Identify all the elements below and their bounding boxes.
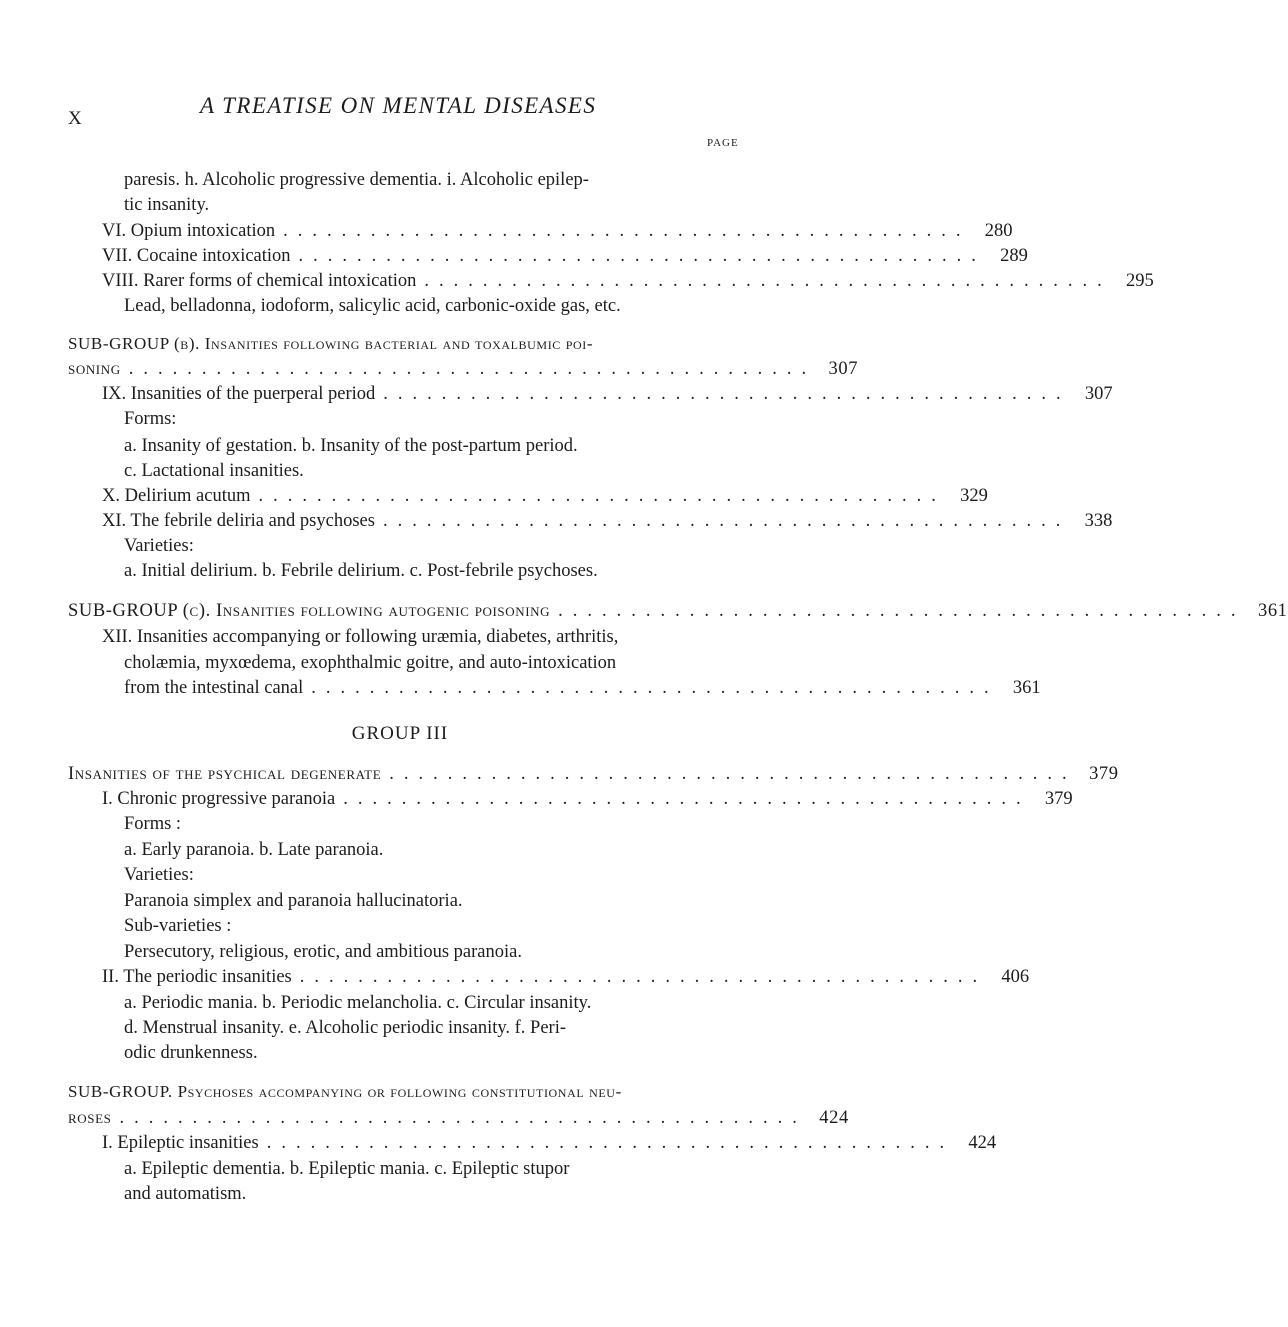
entry-page: 424 <box>819 1108 849 1128</box>
toc-entry-ix: IX. Insanities of the puerperal period ............................................... 307 <box>102 384 1113 404</box>
entry-title: roses <box>68 1108 112 1128</box>
entry-page: 289 <box>1000 246 1028 266</box>
running-title: A TREATISE ON MENTAL DISEASES <box>200 93 597 118</box>
entry-title: Insanities of the psychical degenerate <box>68 764 382 784</box>
toc-line: a. Epileptic dementia. b. Epileptic mania. c. Epileptic stupor <box>124 1159 570 1179</box>
toc-line: Paranoia simplex and paranoia hallucinatoria. <box>124 891 463 911</box>
toc-entry-xi: XI. The febrile deliria and psychoses ............................................... 338 <box>102 511 1113 531</box>
toc-line: tic insanity. <box>124 195 210 215</box>
toc-line: a. Early paranoia. b. Late paranoia. <box>124 840 384 860</box>
group-heading: GROUP III <box>351 723 449 744</box>
toc-line: XII. Insanities accompanying or following uræmia, diabetes, arthritis, <box>102 627 619 647</box>
entry-title: XI. The febrile deliria and psychoses <box>102 511 375 531</box>
entry-page: 280 <box>984 221 1013 241</box>
entry-page: 361 <box>1257 601 1288 621</box>
toc-line: a. Initial delirium. b. Febrile delirium. c. Post-febrile psychoses. <box>124 561 598 581</box>
toc-entry-xii: from the intestinal canal ............................................... 361 <box>124 678 1041 698</box>
entry-title: IX. Insanities of the puerperal period <box>102 384 376 404</box>
entry-page: 379 <box>1044 789 1073 809</box>
toc-line: paresis. h. Alcoholic progressive dementia. i. Alcoholic epilep- <box>124 170 589 190</box>
entry-title: VI. Opium intoxication <box>102 221 276 241</box>
toc-entry-x: X. Delirium acutum ............................................... 329 <box>102 486 988 506</box>
toc-line: d. Menstrual insanity. e. Alcoholic periodic insanity. f. Peri- <box>124 1018 567 1038</box>
toc-entry-viii: VIII. Rarer forms of chemical intoxication ............................................... 295 <box>102 271 1154 291</box>
toc-line: and automatism. <box>124 1184 247 1204</box>
toc-line: c. Lactational insanities. <box>124 461 304 481</box>
toc-line: Varieties: <box>124 536 194 556</box>
entry-title: X. Delirium acutum <box>102 486 251 506</box>
toc-entry-subgroup-c: SUB-GROUP (c). Insanities following autogenic poisoning ............................................... 361 <box>68 601 1288 621</box>
page-number-roman: X <box>68 108 82 129</box>
toc-line: Sub-varieties : <box>124 916 232 936</box>
entry-title: VIII. Rarer forms of chemical intoxication <box>102 271 417 291</box>
toc-line: a. Insanity of gestation. b. Insanity of the post-partum period. <box>124 436 578 456</box>
entry-page: 329 <box>960 486 988 506</box>
entry-page: 307 <box>828 359 859 379</box>
entry-page: 338 <box>1084 511 1113 531</box>
toc-entry-subgroup-neuroses: roses ............................................... 424 <box>68 1108 849 1128</box>
toc-line: Forms: <box>124 409 177 429</box>
toc-line: Persecutory, religious, erotic, and ambitious paranoia. <box>124 942 522 962</box>
entry-page: 307 <box>1084 384 1113 404</box>
toc-line: Varieties: <box>124 865 194 885</box>
entry-title: soning <box>68 359 121 379</box>
toc-line: a. Periodic mania. b. Periodic melancholia. c. Circular insanity. <box>124 993 592 1013</box>
toc-entry-i-epileptic: I. Epileptic insanities ............................................... 424 <box>102 1133 997 1153</box>
toc-line: odic drunkenness. <box>124 1043 258 1063</box>
toc-line: Lead, belladonna, iodoform, salicylic acid, carbonic-oxide gas, etc. <box>124 296 621 316</box>
toc-line: Forms : <box>124 814 182 834</box>
entry-title: VII. Cocaine intoxication <box>102 246 291 266</box>
toc-entry-vi: VI. Opium intoxication ............................................... 280 <box>102 221 1013 241</box>
toc-entry-psychical-degenerate: Insanities of the psychical degenerate ............................................... 379 <box>68 764 1119 784</box>
entry-title: II. The periodic insanities <box>102 967 292 987</box>
subgroup-heading-b: SUB-GROUP (b). Insanities following bacterial and toxalbumic poi- <box>68 334 594 353</box>
entry-title: I. Epileptic insanities <box>102 1133 259 1153</box>
entry-title: SUB-GROUP (c). Insanities following autogenic poisoning <box>68 601 551 621</box>
toc-entry-vii: VII. Cocaine intoxication ............................................... 289 <box>102 246 1028 266</box>
toc-entry-ii-periodic: II. The periodic insanities ............................................... 406 <box>102 967 1030 987</box>
toc-entry-subgroup-b: soning ............................................... 307 <box>68 359 859 379</box>
entry-page: 379 <box>1089 764 1119 784</box>
subgroup-heading-psychoses: SUB-GROUP. Psychoses accompanying or following constitutional neu- <box>68 1082 622 1101</box>
entry-title: from the intestinal canal <box>124 678 304 698</box>
toc-entry-i-paranoia: I. Chronic progressive paranoia ............................................... 379 <box>102 789 1073 809</box>
entry-page: 361 <box>1012 678 1041 698</box>
entry-title: I. Chronic progressive paranoia <box>102 789 336 809</box>
entry-page: 424 <box>968 1133 997 1153</box>
entry-page: 295 <box>1126 271 1154 291</box>
page-column-label: PAGE <box>707 137 739 149</box>
entry-page: 406 <box>1001 967 1030 987</box>
toc-line: cholæmia, myxœdema, exophthalmic goitre, and auto-intoxication <box>124 653 617 673</box>
